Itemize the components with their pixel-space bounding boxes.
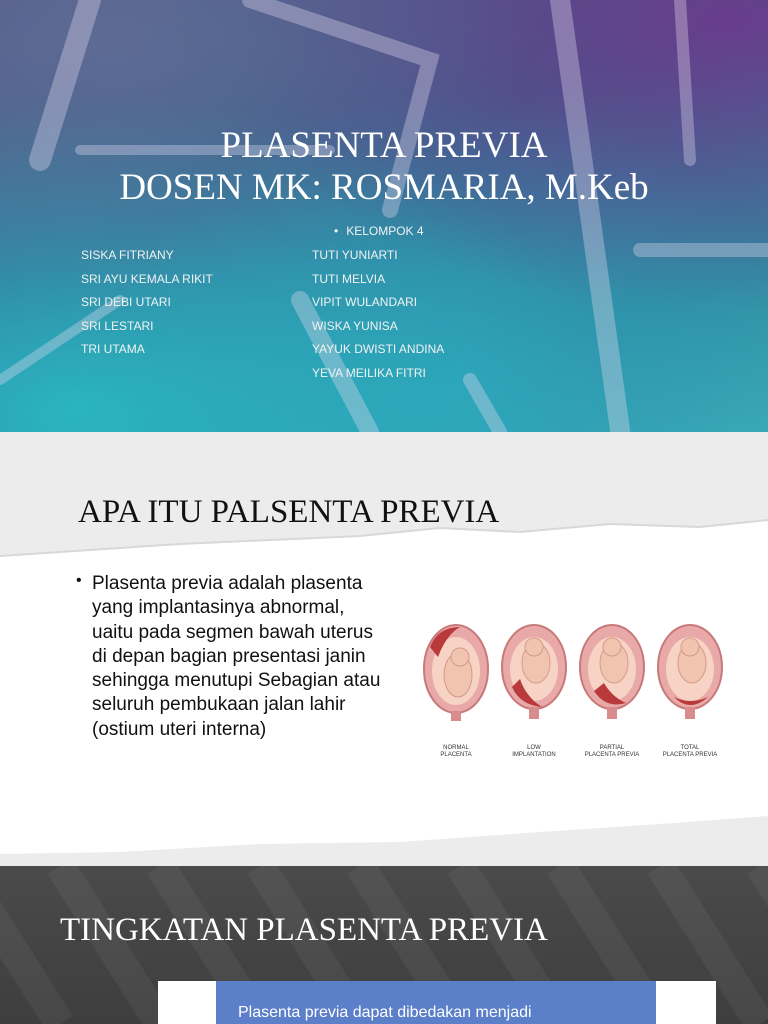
member-name: YEVA MEILIKA FITRI [312, 365, 426, 380]
member-name: SISKA FITRIANY [81, 248, 174, 262]
slide-title: APA ITU PALSENTA PREVIA [78, 494, 500, 530]
uterus-partial-previa-icon [580, 625, 644, 719]
levels-slide [0, 866, 768, 1024]
member-name: VIPIT WULANDARI [312, 295, 418, 310]
uterus-total-previa-icon [658, 625, 722, 719]
uterus-low-implantation-icon [502, 625, 566, 719]
members-right-list [312, 247, 444, 389]
member-name: TUTI YUNIARTI [312, 248, 398, 262]
bottom-torn-band [0, 802, 768, 866]
definition-slide [0, 432, 768, 866]
uterus-illustrations [416, 617, 728, 737]
caption-partial-previa: PARTIAL PLACENTA PREVIA [584, 745, 640, 758]
caption-total-previa: TOTAL PLACENTA PREVIA [662, 745, 718, 758]
caption-normal: NORMAL PLACENTA [440, 745, 472, 758]
member-name: YAYUK DWISTI ANDINA [312, 342, 445, 357]
definition-text: Plasenta previa adalah plasenta yang implantasinya abnormal, uaitu pada segmen bawah uterus di depan bagian presentasi janin sehingga menutupi Sebagian atau seluruh pembukaan jalan lahir (ostium uteri interna) [92, 573, 381, 740]
bullet-icon: • [76, 572, 82, 589]
member-name: TUTI MELVIA [312, 271, 386, 286]
group-label-text: KELOMPOK 4 [346, 224, 424, 238]
title-slide [0, 0, 768, 432]
content-box-text: Plasenta previa dapat dibedakan menjadi [238, 1004, 532, 1021]
slide-subtitle: DOSEN MK: ROSMARIA, M.Keb [119, 167, 649, 208]
definition-bullet [76, 572, 386, 742]
member-name: TRI UTAMA [81, 342, 145, 357]
bullet-icon: • [334, 224, 339, 238]
slide-title: PLASENTA PREVIA [220, 125, 548, 166]
uterus-normal-icon [424, 625, 488, 721]
member-name: SRI DEBI UTARI [81, 295, 171, 310]
member-name: WISKA YUNISA [312, 318, 398, 333]
member-name: SRI AYU KEMALA RIKIT [81, 271, 213, 286]
caption-low-implantation: LOW IMPLANTATION [512, 745, 556, 758]
placenta-previa-figure [416, 617, 728, 767]
slide-title: TINGKATAN PLASENTA PREVIA [60, 912, 548, 948]
member-name: SRI LESTARI [81, 318, 154, 333]
members-left-list [81, 247, 213, 365]
group-label [334, 223, 424, 239]
